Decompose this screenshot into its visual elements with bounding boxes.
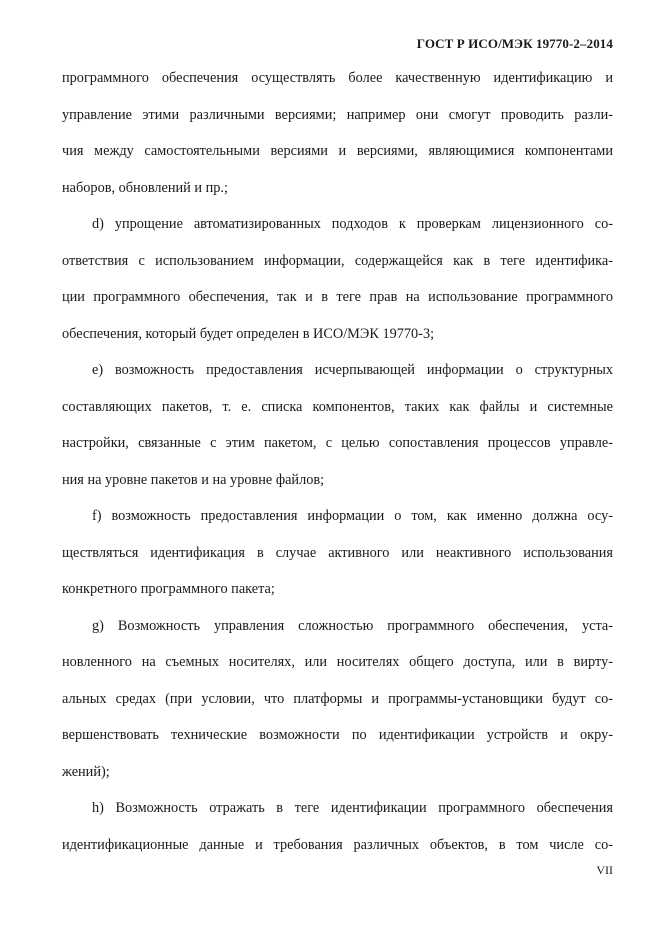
list-item-e-line: e) возможность предоставления исчерпывающей информации о структурных (92, 362, 613, 378)
text-line: альных средах (при условии, что платформы и программы-установщики будут со- (62, 690, 613, 707)
text-line: ответствия с использованием информации, содержащейся как в теге идентифика- (62, 252, 613, 269)
text-line: ществляться идентификация в случае активного или неактивного использования (62, 544, 613, 561)
list-item-d-line: d) упрощение автоматизированных подходов к проверкам лицензионного со- (92, 216, 613, 232)
text-line: программного обеспечения осуществлять более качественную идентификацию и (62, 70, 613, 86)
text-line: новленного на съемных носителях, или носителях общего доступа, или в вирту- (62, 654, 613, 670)
list-item-f-line: f) возможность предоставления информации о том, как именно должна осу- (92, 508, 613, 524)
text-line: идентификационные данные и требования различных объектов, в том числе со- (62, 836, 613, 853)
text-line: ции программного обеспечения, так и в теге прав на использование программного (62, 289, 613, 305)
text-line: жений); (62, 763, 110, 780)
text-line: обеспечения, который будет определен в ИСО/МЭК 19770-3; (62, 325, 435, 342)
list-item-g-line: g) Возможность управления сложностью программного обеспечения, уста- (92, 617, 613, 634)
body-text (62, 63, 613, 866)
text-line: настройки, связанные с этим пакетом, с целью сопоставления процессов управле- (62, 435, 613, 451)
text-line: составляющих пакетов, т. е. списка компонентов, таких как файлы и системные (62, 398, 613, 415)
text-line: чия между самостоятельными версиями и версиями, являющимися компонентами (62, 143, 613, 159)
text-line: наборов, обновлений и пр.; (62, 179, 228, 196)
document-header-id: ГОСТ Р ИСО/МЭК 19770-2–2014 (416, 36, 613, 51)
text-line: вершенствовать технические возможности по идентификации устройств и окру- (62, 727, 613, 743)
text-line: конкретного программного пакета; (62, 581, 275, 597)
list-item-h-line: h) Возможность отражать в теге идентификации программного обеспечения (92, 800, 613, 816)
text-line: управление этими различными версиями; например они смогут проводить разли- (62, 106, 613, 123)
text-line: ния на уровне пакетов и на уровне файлов; (62, 471, 325, 488)
page-number: VII (596, 863, 613, 877)
